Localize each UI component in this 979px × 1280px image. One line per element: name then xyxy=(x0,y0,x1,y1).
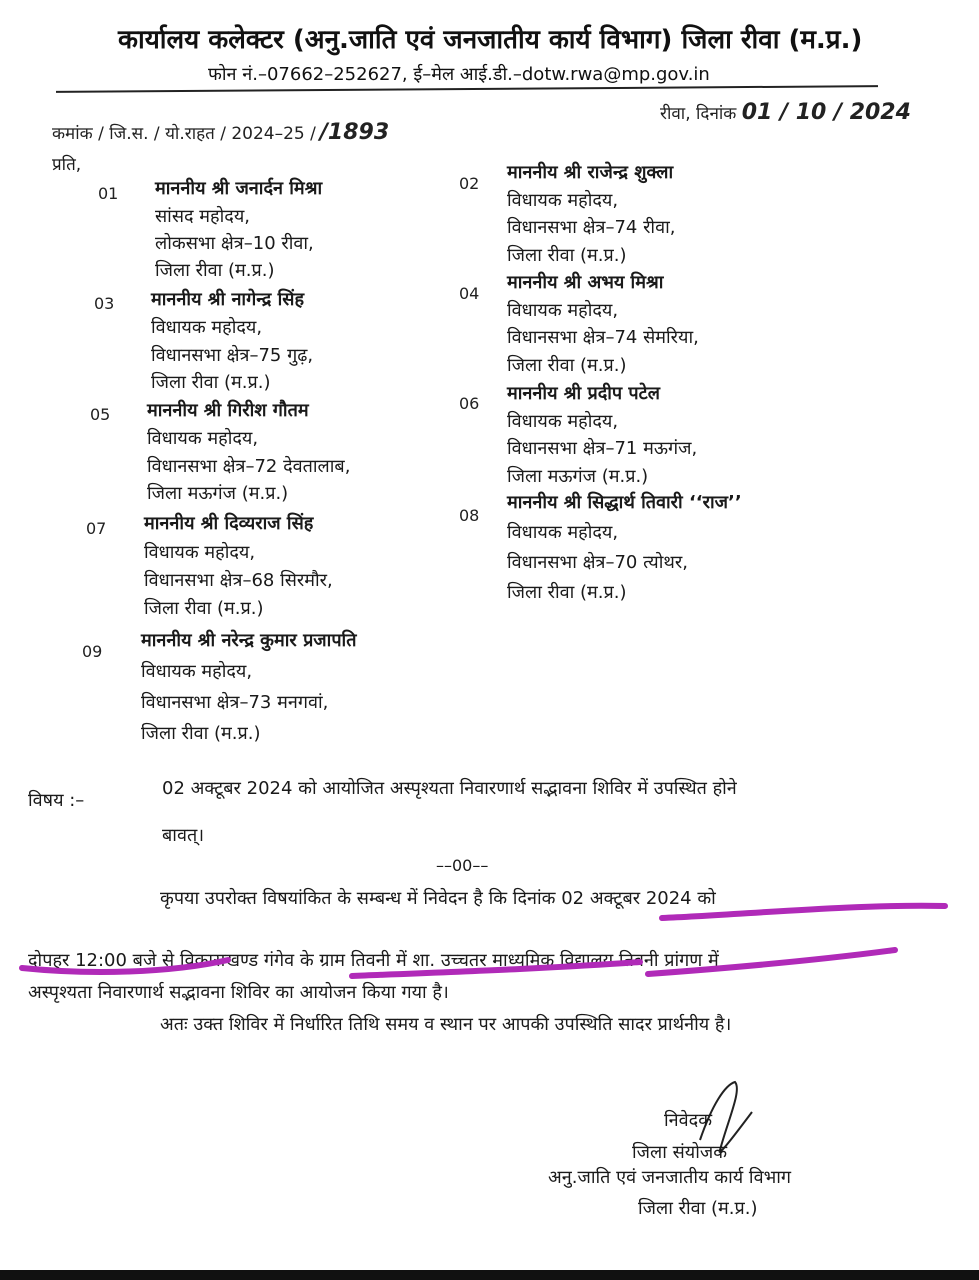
body-paragraph-1-line-2: दोपहर 12:00 बजे से विकासखण्ड गंगेव के ग्राम तिवनी में शा. उच्चतर माध्यमिक विद्यालय तिवनी प्रांगण में xyxy=(28,950,719,971)
recipient-name: माननीय श्री अभय मिश्रा xyxy=(507,272,664,293)
recipient-title: विधायक महोदय, xyxy=(507,522,619,543)
recipient-number: 01 xyxy=(98,184,119,203)
section-divider: ––00–– xyxy=(436,856,489,875)
recipient-district: जिला रीवा (म.प्र.) xyxy=(507,355,627,376)
recipient-constituency: लोकसभा क्षेत्र–10 रीवा, xyxy=(155,233,314,254)
recipient-number: 03 xyxy=(94,294,115,313)
recipient-number: 02 xyxy=(459,174,480,193)
recipient-title: विधायक महोदय, xyxy=(151,317,263,338)
signature-line-3: अनु.जाति एवं जनजातीय कार्य विभाग xyxy=(548,1167,792,1188)
recipient-title: विधायक महोदय, xyxy=(144,542,256,563)
recipient-district: जिला मऊगंज (म.प्र.) xyxy=(147,483,289,504)
recipient-constituency: विधानसभा क्षेत्र–70 त्योथर, xyxy=(507,552,688,573)
scan-edge xyxy=(0,1270,979,1280)
header-rule xyxy=(56,85,878,93)
date-prefix: रीवा, दिनांक xyxy=(660,104,737,124)
recipient-number: 04 xyxy=(459,284,480,303)
recipient-title: विधायक महोदय, xyxy=(507,190,619,211)
signature-line-1: निवेदक xyxy=(664,1110,713,1131)
body-paragraph-1-line-3: अस्पृश्यता निवारणार्थ सद्भावना शिविर का आयोजन किया गया है। xyxy=(28,982,449,1003)
recipient-district: जिला रीवा (म.प्र.) xyxy=(507,245,627,266)
contact-line: फोन नं.–07662–252627, ई–मेल आई.डी.–dotw.rwa@mp.gov.in xyxy=(208,64,710,85)
recipient-constituency: विधानसभा क्षेत्र–75 गुढ़, xyxy=(151,345,314,366)
recipient-name: माननीय श्री दिव्यराज सिंह xyxy=(144,513,314,534)
recipient-district: जिला रीवा (म.प्र.) xyxy=(151,372,271,393)
recipient-constituency: विधानसभा क्षेत्र–71 मऊगंज, xyxy=(507,438,698,459)
recipient-district: जिला रीवा (म.प्र.) xyxy=(155,260,275,281)
recipient-district: जिला रीवा (म.प्र.) xyxy=(144,598,264,619)
subject-label: विषय :– xyxy=(28,790,85,811)
recipient-title: विधायक महोदय, xyxy=(147,428,259,449)
recipient-constituency: विधानसभा क्षेत्र–68 सिरमौर, xyxy=(144,570,333,591)
date-value: 01 / 10 / 2024 xyxy=(741,100,911,125)
recipient-number: 05 xyxy=(90,405,111,424)
recipient-constituency: विधानसभा क्षेत्र–73 मनगवां, xyxy=(141,692,329,713)
recipient-name: माननीय श्री प्रदीप पटेल xyxy=(507,383,660,404)
body-paragraph-2: अतः उक्त शिविर में निर्धारित तिथि समय व स्थान पर आपकी उपस्थिति सादर प्रार्थनीय है। xyxy=(160,1014,732,1035)
recipient-name: माननीय श्री नरेन्द्र कुमार प्रजापति xyxy=(141,630,357,651)
signature-line-2: जिला संयोजक xyxy=(632,1142,728,1163)
recipient-name: माननीय श्री नागेन्द्र सिंह xyxy=(151,289,305,310)
signature-line-4: जिला रीवा (म.प्र.) xyxy=(638,1198,758,1219)
recipient-name: माननीय श्री राजेन्द्र शुक्ला xyxy=(507,162,674,183)
reference-handwritten-number: /1893 xyxy=(319,120,390,145)
recipient-number: 06 xyxy=(459,394,480,413)
recipient-number: 08 xyxy=(459,506,480,525)
reference-prefix: कमांक / जि.स. / यो.राहत / 2024–25 / xyxy=(52,124,316,144)
to-label: प्रति, xyxy=(52,155,82,175)
recipient-constituency: विधानसभा क्षेत्र–74 रीवा, xyxy=(507,217,676,238)
recipient-district: जिला रीवा (म.प्र.) xyxy=(507,582,627,603)
subject-line-2: बावत्। xyxy=(162,825,205,846)
recipient-constituency: विधानसभा क्षेत्र–74 सेमरिया, xyxy=(507,327,699,348)
recipient-number: 07 xyxy=(86,519,107,538)
recipient-name: माननीय श्री गिरीश गौतम xyxy=(147,400,309,421)
recipient-name: माननीय श्री सिद्धार्थ तिवारी ‘‘राज’’ xyxy=(507,492,742,513)
reference-number xyxy=(52,120,389,145)
office-title: कार्यालय कलेक्टर (अनु.जाति एवं जनजातीय कार्य विभाग) जिला रीवा (म.प्र.) xyxy=(118,25,863,55)
body-paragraph-1-line-1: कृपया उपरोक्त विषयांकित के सम्बन्ध में निवेदन है कि दिनांक 02 अक्टूबर 2024 को xyxy=(160,888,716,909)
recipient-title: सांसद महोदय, xyxy=(155,206,250,227)
recipient-district: जिला रीवा (म.प्र.) xyxy=(141,723,261,744)
subject-line-1: 02 अक्टूबर 2024 को आयोजित अस्पृश्यता निवारणार्थ सद्भावना शिविर में उपस्थित होने xyxy=(162,778,737,799)
recipient-number: 09 xyxy=(82,642,103,661)
recipient-district: जिला मऊगंज (म.प्र.) xyxy=(507,466,649,487)
recipient-title: विधायक महोदय, xyxy=(507,300,619,321)
date-line xyxy=(660,100,911,125)
recipient-title: विधायक महोदय, xyxy=(141,661,253,682)
recipient-constituency: विधानसभा क्षेत्र–72 देवतालाब, xyxy=(147,456,351,477)
recipient-name: माननीय श्री जनार्दन मिश्रा xyxy=(155,178,323,199)
recipient-title: विधायक महोदय, xyxy=(507,411,619,432)
